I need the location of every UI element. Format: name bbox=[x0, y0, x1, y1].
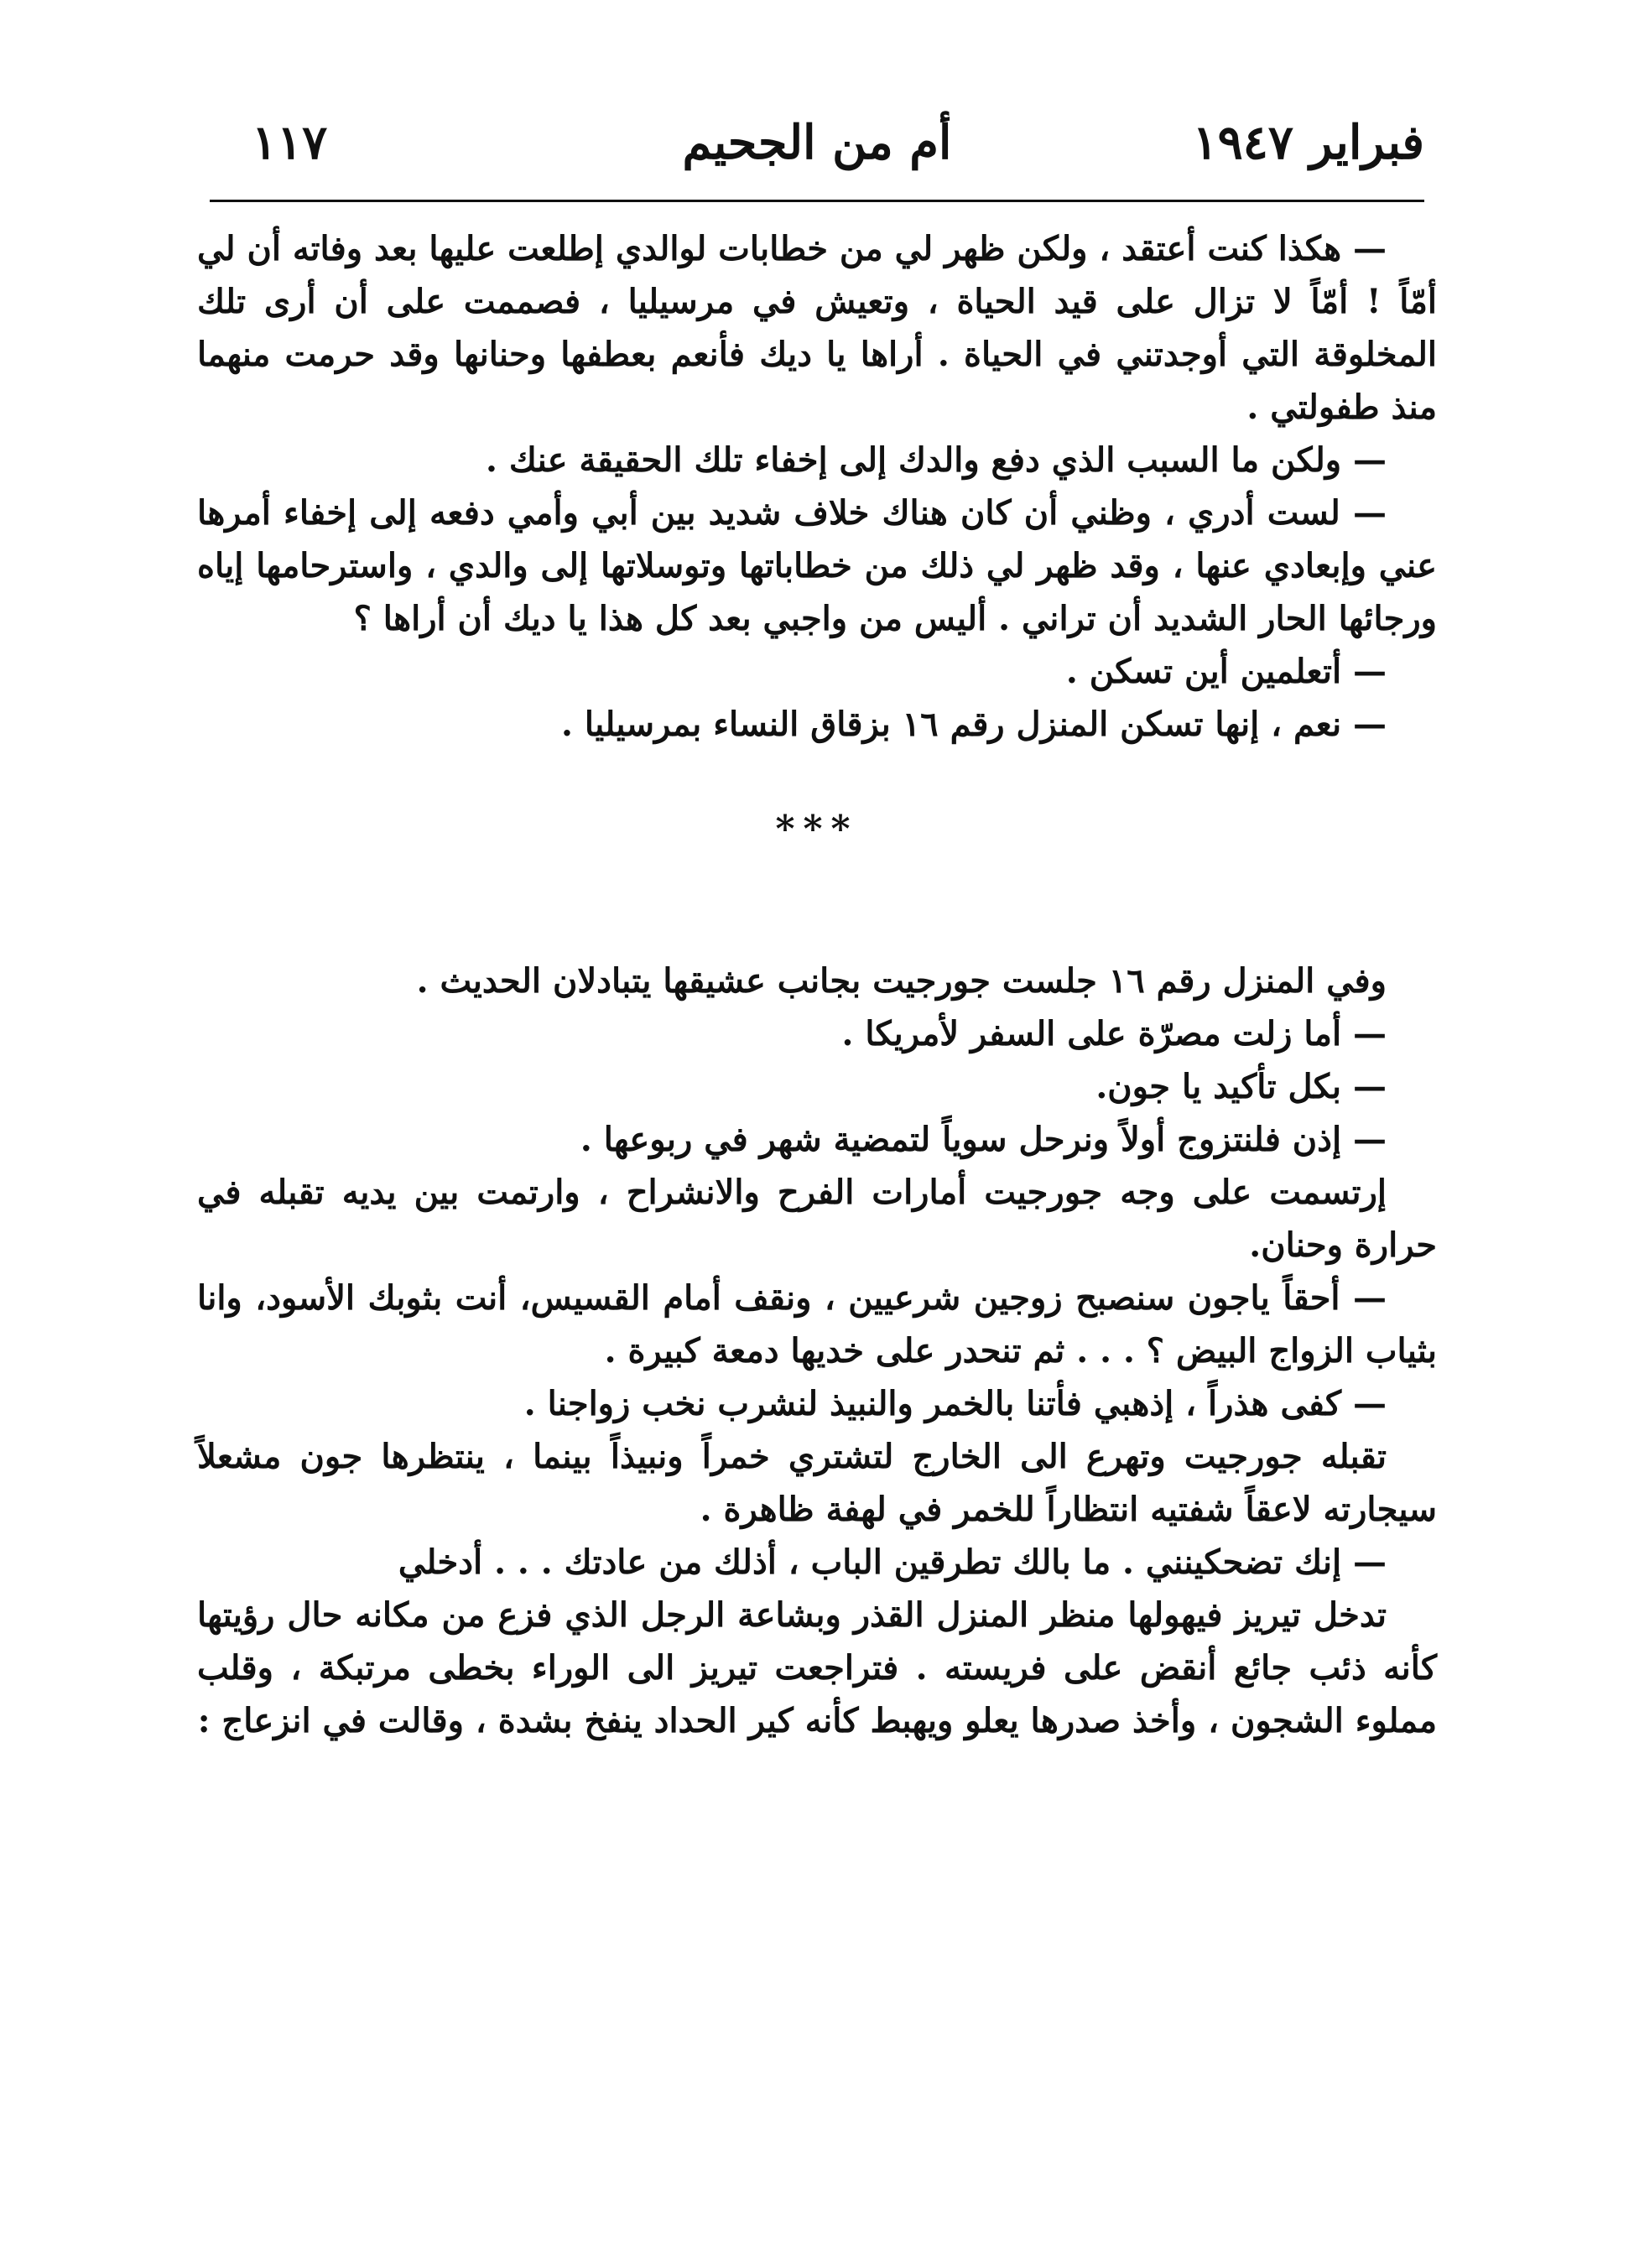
paragraph: — بكل تأكيد يا جون. bbox=[1095, 1067, 1387, 1106]
header-title: أم من الجحيم bbox=[682, 115, 952, 170]
body-text bbox=[197, 222, 1437, 1747]
paragraph: تدخل تيريز فيهولها منظر المنزل القذر وبشاعة الرجل الذي فزع من مكانه حال رؤيتها كأنه ذئب جائع أنقض على فريسته . فتراجعت تيريز الى الوراء بخطى مرتبكة ، وقلب مملوء الشجون ، وأخذ صدرها يعلو ويهبط كأنه كير الحداد ينفخ بشدة ، وقالت في انزعاج : bbox=[197, 1595, 1437, 1740]
paragraph: — نعم ، إنها تسكن المنزل رقم ١٦ بزقاق النساء بمرسيليا . bbox=[561, 705, 1387, 744]
paragraph: — إذن فلنتزوج أولاً ونرحل سوياً لتمضية شهر في ربوعها . bbox=[580, 1120, 1387, 1159]
paragraph: — أما زلت مصرّة على السفر لأمريكا . bbox=[841, 1014, 1387, 1053]
running-header bbox=[210, 109, 1424, 185]
paragraph: إرتسمت على وجه جورجيت أمارات الفرح والانشراح ، وارتمت بين يديه تقبله في حرارة وحنان. bbox=[197, 1173, 1437, 1265]
header-date: فبراير ١٩٤٧ bbox=[1192, 115, 1424, 170]
section-separator: *** bbox=[775, 808, 859, 850]
paragraph: — ولكن ما السبب الذي دفع والدك إلى إخفاء تلك الحقيقة عنك . bbox=[486, 440, 1387, 480]
paragraph: — أتعلمين أين تسكن . bbox=[1065, 652, 1387, 691]
paragraph: وفي المنزل رقم ١٦ جلست جورجيت بجانب عشيقها يتبادلان الحديث . bbox=[416, 961, 1387, 1001]
paragraph: — كفى هذراً ، إذهبي فأتنا بالخمر والنبيذ لنشرب نخب زواجنا . bbox=[523, 1384, 1387, 1423]
paragraph: — لست أدري ، وظني أن كان هناك خلاف شديد بين أبي وأمي دفعه إلى إخفاء أمرها عني وإبعادي عنها ، وقد ظهر لي ذلك من خطاباتها وتوسلاتها إلى والدي ، واسترحامها إياه ورجائها الحار الشديد أن تراني . أليس من واجبي بعد كل هذا يا ديك أن أراها ؟ bbox=[197, 493, 1437, 638]
page-number: ١١٧ bbox=[252, 115, 328, 170]
paragraph: تقبله جورجيت وتهرع الى الخارج لتشتري خمراً ونبيذاً بينما ، ينتظرها جون مشعلاً سيجارته لاعقاً شفتيه انتظاراً للخمر في لهفة ظاهرة . bbox=[197, 1437, 1437, 1529]
header-rule bbox=[210, 200, 1424, 202]
paragraph: — هكذا كنت أعتقد ، ولكن ظهر لي من خطابات لوالدي إطلعت عليها بعد وفاته أن لي أمّاً ! أمّاً لا تزال على قيد الحياة ، وتعيش في مرسيليا ، فصممت على أن أرى تلك المخلوقة التي أوجدتني في الحياة . أراها يا ديك فأنعم بعطفها وحنانها وقد حرمت منهما منذ طفولتي . bbox=[197, 229, 1438, 427]
paragraph: — إنك تضحكينني . ما بالك تطرقين الباب ، أذلك من عادتك . . . أدخلي bbox=[398, 1542, 1387, 1582]
paragraph: — أحقاً ياجون سنصبح زوجين شرعيين ، ونقف أمام القسيس، أنت بثوبك الأسود، وانا بثياب الزواج البيض ؟ . . . ثم تنحدر على خديها دمعة كبيرة . bbox=[197, 1278, 1437, 1371]
